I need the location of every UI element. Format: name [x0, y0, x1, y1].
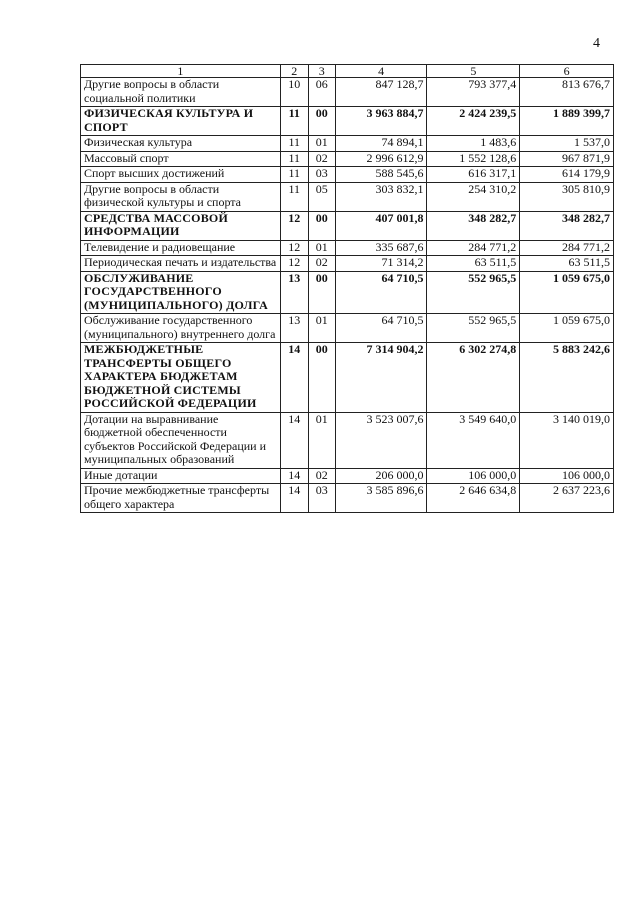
table-row [81, 256, 614, 272]
row-subsection-code-cell: 00 [308, 107, 335, 136]
row-section-code-cell: 13 [280, 271, 308, 314]
header-cell-4: 4 [335, 65, 427, 78]
row-value-col5-cell: 793 377,4 [427, 78, 520, 107]
table-row [81, 484, 614, 513]
row-subsection-code-cell: 06 [308, 78, 335, 107]
row-subsection-code-cell: 01 [308, 412, 335, 468]
row-value-col5-cell: 552 965,5 [427, 271, 520, 314]
row-value-col6-cell: 5 883 242,6 [520, 343, 614, 413]
row-subsection-code-cell: 02 [308, 468, 335, 484]
row-value-col5-cell: 63 511,5 [427, 256, 520, 272]
row-value-col5-cell: 348 282,7 [427, 211, 520, 240]
row-value-col6-cell: 63 511,5 [520, 256, 614, 272]
table-row [81, 271, 614, 314]
row-subsection-code-cell: 03 [308, 484, 335, 513]
table-body [81, 65, 614, 513]
row-section-code-cell: 14 [280, 484, 308, 513]
header-cell-5: 5 [427, 65, 520, 78]
row-section-code-cell: 14 [280, 343, 308, 413]
row-section-code-cell: 10 [280, 78, 308, 107]
row-value-col4-cell: 335 687,6 [335, 240, 427, 256]
row-name-cell: ФИЗИЧЕСКАЯ КУЛЬТУРА И СПОРТ [81, 107, 281, 136]
row-subsection-code-cell: 00 [308, 343, 335, 413]
row-value-col4-cell: 71 314,2 [335, 256, 427, 272]
row-section-code-cell: 11 [280, 182, 308, 211]
row-value-col4-cell: 303 832,1 [335, 182, 427, 211]
row-value-col6-cell: 1 537,0 [520, 136, 614, 152]
row-value-col6-cell: 1 889 399,7 [520, 107, 614, 136]
row-value-col5-cell: 2 646 634,8 [427, 484, 520, 513]
table-row [81, 240, 614, 256]
row-name-cell: МЕЖБЮДЖЕТНЫЕ ТРАНСФЕРТЫ ОБЩЕГО ХАРАКТЕРА БЮДЖЕТАМ БЮДЖЕТНОЙ СИСТЕМЫ РОССИЙСКОЙ ФЕДЕРАЦИИ [81, 343, 281, 413]
row-subsection-code-cell: 01 [308, 136, 335, 152]
row-section-code-cell: 12 [280, 211, 308, 240]
row-name-cell: Дотации на выравнивание бюджетной обеспеченности субъектов Российской Федерации и муниципальных образований [81, 412, 281, 468]
row-value-col6-cell: 348 282,7 [520, 211, 614, 240]
row-subsection-code-cell: 02 [308, 151, 335, 167]
row-value-col6-cell: 1 059 675,0 [520, 314, 614, 343]
row-value-col4-cell: 3 585 896,6 [335, 484, 427, 513]
row-value-col6-cell: 2 637 223,6 [520, 484, 614, 513]
row-section-code-cell: 11 [280, 107, 308, 136]
row-value-col5-cell: 1 483,6 [427, 136, 520, 152]
table-row [81, 211, 614, 240]
row-value-col6-cell: 284 771,2 [520, 240, 614, 256]
header-cell-3: 3 [308, 65, 335, 78]
row-value-col4-cell: 64 710,5 [335, 271, 427, 314]
row-value-col4-cell: 7 314 904,2 [335, 343, 427, 413]
header-cell-2: 2 [280, 65, 308, 78]
row-value-col5-cell: 1 552 128,6 [427, 151, 520, 167]
row-section-code-cell: 11 [280, 136, 308, 152]
row-value-col5-cell: 106 000,0 [427, 468, 520, 484]
table-row [81, 343, 614, 413]
row-name-cell: Периодическая печать и издательства [81, 256, 281, 272]
row-value-col6-cell: 3 140 019,0 [520, 412, 614, 468]
table-header-row [81, 65, 614, 78]
row-subsection-code-cell: 01 [308, 240, 335, 256]
row-value-col4-cell: 206 000,0 [335, 468, 427, 484]
row-name-cell: Спорт высших достижений [81, 167, 281, 183]
row-value-col6-cell: 614 179,9 [520, 167, 614, 183]
row-value-col4-cell: 74 894,1 [335, 136, 427, 152]
row-name-cell: ОБСЛУЖИВАНИЕ ГОСУДАРСТВЕННОГО (МУНИЦИПАЛЬНОГО) ДОЛГА [81, 271, 281, 314]
row-subsection-code-cell: 05 [308, 182, 335, 211]
table-row [81, 182, 614, 211]
row-name-cell: Другие вопросы в области социальной политики [81, 78, 281, 107]
row-value-col5-cell: 3 549 640,0 [427, 412, 520, 468]
row-section-code-cell: 12 [280, 240, 308, 256]
row-name-cell: Другие вопросы в области физической культуры и спорта [81, 182, 281, 211]
row-section-code-cell: 12 [280, 256, 308, 272]
table-row [81, 136, 614, 152]
row-section-code-cell: 11 [280, 151, 308, 167]
row-name-cell: Иные дотации [81, 468, 281, 484]
table-row [81, 151, 614, 167]
row-value-col4-cell: 2 996 612,9 [335, 151, 427, 167]
row-value-col5-cell: 552 965,5 [427, 314, 520, 343]
row-section-code-cell: 14 [280, 412, 308, 468]
row-value-col4-cell: 588 545,6 [335, 167, 427, 183]
row-name-cell: Обслуживание государственного (муниципального) внутреннего долга [81, 314, 281, 343]
table-row [81, 314, 614, 343]
row-value-col4-cell: 3 963 884,7 [335, 107, 427, 136]
row-name-cell: СРЕДСТВА МАССОВОЙ ИНФОРМАЦИИ [81, 211, 281, 240]
row-value-col5-cell: 6 302 274,8 [427, 343, 520, 413]
header-cell-1: 1 [81, 65, 281, 78]
table-row [81, 78, 614, 107]
row-subsection-code-cell: 00 [308, 271, 335, 314]
row-subsection-code-cell: 02 [308, 256, 335, 272]
row-value-col4-cell: 407 001,8 [335, 211, 427, 240]
row-section-code-cell: 11 [280, 167, 308, 183]
row-name-cell: Физическая культура [81, 136, 281, 152]
row-value-col4-cell: 3 523 007,6 [335, 412, 427, 468]
table-row [81, 412, 614, 468]
table-row [81, 468, 614, 484]
row-value-col6-cell: 967 871,9 [520, 151, 614, 167]
row-value-col5-cell: 616 317,1 [427, 167, 520, 183]
row-value-col4-cell: 847 128,7 [335, 78, 427, 107]
row-section-code-cell: 14 [280, 468, 308, 484]
page-number: 4 [593, 36, 600, 51]
table-row [81, 107, 614, 136]
row-value-col6-cell: 813 676,7 [520, 78, 614, 107]
row-subsection-code-cell: 00 [308, 211, 335, 240]
row-value-col5-cell: 2 424 239,5 [427, 107, 520, 136]
row-value-col5-cell: 284 771,2 [427, 240, 520, 256]
row-value-col4-cell: 64 710,5 [335, 314, 427, 343]
row-name-cell: Массовый спорт [81, 151, 281, 167]
row-value-col6-cell: 305 810,9 [520, 182, 614, 211]
header-cell-6: 6 [520, 65, 614, 78]
budget-table [80, 64, 614, 513]
row-value-col5-cell: 254 310,2 [427, 182, 520, 211]
table-row [81, 167, 614, 183]
row-name-cell: Телевидение и радиовещание [81, 240, 281, 256]
row-subsection-code-cell: 01 [308, 314, 335, 343]
row-value-col6-cell: 1 059 675,0 [520, 271, 614, 314]
row-name-cell: Прочие межбюджетные трансферты общего характера [81, 484, 281, 513]
row-section-code-cell: 13 [280, 314, 308, 343]
row-value-col6-cell: 106 000,0 [520, 468, 614, 484]
row-subsection-code-cell: 03 [308, 167, 335, 183]
